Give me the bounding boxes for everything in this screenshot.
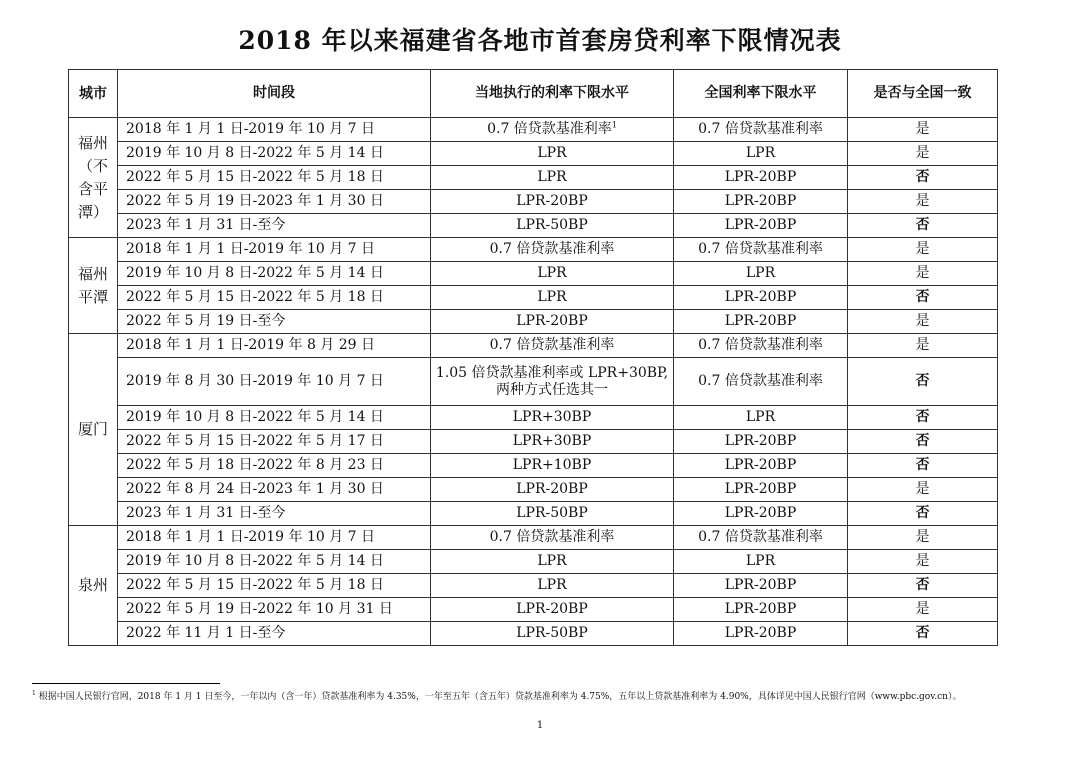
national-rate-cell: LPR-20BP <box>674 310 848 334</box>
national-rate-cell: 0.7 倍贷款基准利率 <box>674 358 848 406</box>
period-cell: 2018 年 1 月 1 日-2019 年 10 月 7 日 <box>118 118 431 142</box>
period-cell: 2019 年 8 月 30 日-2019 年 10 月 7 日 <box>118 358 431 406</box>
local-rate-cell <box>431 454 674 478</box>
period-cell: 2018 年 1 月 1 日-2019 年 8 月 29 日 <box>118 334 431 358</box>
national-rate-cell: LPR-20BP <box>674 166 848 190</box>
city-cell: 福州平潭 <box>69 238 118 334</box>
period-cell: 2022 年 5 月 19 日-至今 <box>118 310 431 334</box>
period-cell: 2019 年 10 月 8 日-2022 年 5 月 14 日 <box>118 262 431 286</box>
national-rate-cell: LPR-20BP <box>674 454 848 478</box>
period-cell: 2018 年 1 月 1 日-2019 年 10 月 7 日 <box>118 238 431 262</box>
national-rate-cell: LPR-20BP <box>674 502 848 526</box>
local-rate-cell <box>431 118 674 142</box>
city-cell: 福州（不含平潭） <box>69 118 118 238</box>
local-rate-text: 0.7 倍贷款基准利率 <box>487 121 612 137</box>
table-row <box>69 118 998 142</box>
local-rate-text: LPR+10BP <box>512 457 592 473</box>
local-rate-text: LPR <box>537 169 567 185</box>
local-rate-cell <box>431 622 674 646</box>
local-rate-cell <box>431 574 674 598</box>
consistency-cell: 是 <box>848 526 998 550</box>
consistency-cell: 否 <box>848 214 998 238</box>
table-row <box>69 238 998 262</box>
consistency-cell: 是 <box>848 118 998 142</box>
local-rate-cell <box>431 166 674 190</box>
national-rate-cell: LPR-20BP <box>674 598 848 622</box>
local-rate-text: 1.05 倍贷款基准利率或 LPR+30BP,两种方式任选其一 <box>435 364 669 398</box>
period-cell: 2018 年 1 月 1 日-2019 年 10 月 7 日 <box>118 526 431 550</box>
consistency-cell: 否 <box>848 502 998 526</box>
table-row <box>69 406 998 430</box>
period-cell: 2019 年 10 月 8 日-2022 年 5 月 14 日 <box>118 142 431 166</box>
period-cell: 2023 年 1 月 31 日-至今 <box>118 502 431 526</box>
local-rate-text: LPR-50BP <box>516 625 588 641</box>
local-rate-cell <box>431 502 674 526</box>
table-row <box>69 622 998 646</box>
local-rate-cell <box>431 358 674 406</box>
table-row <box>69 430 998 454</box>
local-rate-text: LPR-20BP <box>516 601 588 617</box>
period-cell: 2022 年 8 月 24 日-2023 年 1 月 30 日 <box>118 478 431 502</box>
local-rate-text: LPR <box>537 265 567 281</box>
national-rate-cell: LPR-20BP <box>674 430 848 454</box>
national-rate-cell: LPR-20BP <box>674 574 848 598</box>
local-rate-text: LPR-20BP <box>516 481 588 497</box>
period-cell: 2023 年 1 月 31 日-至今 <box>118 214 431 238</box>
local-rate-text: LPR <box>537 577 567 593</box>
local-rate-cell <box>431 310 674 334</box>
consistency-cell: 是 <box>848 598 998 622</box>
national-rate-cell: LPR <box>674 142 848 166</box>
period-cell: 2022 年 5 月 19 日-2022 年 10 月 31 日 <box>118 598 431 622</box>
local-rate-text: 0.7 倍贷款基准利率 <box>489 529 615 545</box>
national-rate-cell: LPR <box>674 550 848 574</box>
period-cell: 2022 年 5 月 15 日-2022 年 5 月 18 日 <box>118 166 431 190</box>
local-rate-text: 0.7 倍贷款基准利率 <box>489 337 615 353</box>
period-cell: 2022 年 5 月 19 日-2023 年 1 月 30 日 <box>118 190 431 214</box>
national-rate-cell: LPR <box>674 262 848 286</box>
local-rate-text: LPR <box>537 145 567 161</box>
table-row <box>69 310 998 334</box>
city-cell: 泉州 <box>69 526 118 646</box>
national-rate-cell: 0.7 倍贷款基准利率 <box>674 526 848 550</box>
local-rate-cell <box>431 238 674 262</box>
header-national-rate: 全国利率下限水平 <box>674 70 848 118</box>
table-row <box>69 334 998 358</box>
page-number: 1 <box>536 720 544 731</box>
city-cell: 厦门 <box>69 334 118 526</box>
consistency-cell: 是 <box>848 478 998 502</box>
table-row <box>69 190 998 214</box>
local-rate-text: LPR-50BP <box>516 217 588 233</box>
table-row <box>69 166 998 190</box>
header-local-rate: 当地执行的利率下限水平 <box>431 70 674 118</box>
consistency-cell: 否 <box>848 454 998 478</box>
period-cell: 2022 年 5 月 18 日-2022 年 8 月 23 日 <box>118 454 431 478</box>
local-rate-cell <box>431 550 674 574</box>
consistency-cell: 是 <box>848 550 998 574</box>
local-rate-cell <box>431 406 674 430</box>
local-rate-cell <box>431 214 674 238</box>
national-rate-cell: LPR-20BP <box>674 286 848 310</box>
national-rate-cell: 0.7 倍贷款基准利率 <box>674 334 848 358</box>
table-row <box>69 262 998 286</box>
table-row <box>69 454 998 478</box>
table-row <box>69 478 998 502</box>
consistency-cell: 否 <box>848 430 998 454</box>
local-rate-text: LPR <box>537 553 567 569</box>
table-row <box>69 526 998 550</box>
period-cell: 2019 年 10 月 8 日-2022 年 5 月 14 日 <box>118 406 431 430</box>
national-rate-cell: LPR-20BP <box>674 214 848 238</box>
local-rate-cell <box>431 526 674 550</box>
page-title: 2018 年以来福建省各地市首套房贷利率下限情况表 <box>238 26 842 55</box>
consistency-cell: 否 <box>848 574 998 598</box>
consistency-cell: 否 <box>848 358 998 406</box>
period-cell: 2022 年 5 月 15 日-2022 年 5 月 18 日 <box>118 574 431 598</box>
local-rate-text: 0.7 倍贷款基准利率 <box>489 241 615 257</box>
table-row <box>69 358 998 406</box>
national-rate-cell: LPR-20BP <box>674 190 848 214</box>
consistency-cell: 是 <box>848 142 998 166</box>
consistency-cell: 否 <box>848 406 998 430</box>
national-rate-cell: 0.7 倍贷款基准利率 <box>674 118 848 142</box>
header-consistent: 是否与全国一致 <box>848 70 998 118</box>
rate-table <box>68 69 998 646</box>
table-header-row <box>69 70 998 118</box>
local-rate-text: LPR-50BP <box>516 505 588 521</box>
table-row <box>69 286 998 310</box>
consistency-cell: 是 <box>848 262 998 286</box>
header-city: 城市 <box>69 70 118 118</box>
period-cell: 2022 年 5 月 15 日-2022 年 5 月 18 日 <box>118 286 431 310</box>
local-rate-text: LPR+30BP <box>512 409 592 425</box>
local-rate-cell <box>431 190 674 214</box>
table-body <box>69 118 998 646</box>
footnote-text: 根据中国人民银行官网，2018 年 1 月 1 日至今，一年以内（含一年）贷款基准利率为 4.35%，一年至五年（含五年）贷款基准利率为 4.75%，五年以上贷款基准利率为 4.90%，具体详见中国人民银行官网（www.pbc.gov.cn）。 <box>38 692 962 702</box>
national-rate-cell: LPR-20BP <box>674 622 848 646</box>
footnote <box>32 688 1042 707</box>
table-row <box>69 502 998 526</box>
local-rate-cell <box>431 142 674 166</box>
table-row <box>69 574 998 598</box>
footnote-marker: 1 <box>32 690 36 697</box>
national-rate-cell: LPR <box>674 406 848 430</box>
local-rate-cell <box>431 478 674 502</box>
table-row <box>69 550 998 574</box>
consistency-cell: 是 <box>848 190 998 214</box>
consistency-cell: 是 <box>848 334 998 358</box>
consistency-cell: 是 <box>848 310 998 334</box>
period-cell: 2022 年 5 月 15 日-2022 年 5 月 17 日 <box>118 430 431 454</box>
local-rate-cell <box>431 334 674 358</box>
period-cell: 2019 年 10 月 8 日-2022 年 5 月 14 日 <box>118 550 431 574</box>
national-rate-cell: LPR-20BP <box>674 478 848 502</box>
period-cell: 2022 年 11 月 1 日-至今 <box>118 622 431 646</box>
local-rate-cell <box>431 262 674 286</box>
consistency-cell: 否 <box>848 166 998 190</box>
local-rate-cell <box>431 430 674 454</box>
table-row <box>69 142 998 166</box>
local-rate-cell <box>431 598 674 622</box>
national-rate-cell: 0.7 倍贷款基准利率 <box>674 238 848 262</box>
local-rate-text: LPR <box>537 289 567 305</box>
footnote-divider <box>32 683 220 684</box>
local-rate-cell <box>431 286 674 310</box>
footnote-ref: 1 <box>611 120 617 130</box>
local-rate-text: LPR-20BP <box>516 193 588 209</box>
consistency-cell: 是 <box>848 238 998 262</box>
local-rate-text: LPR-20BP <box>516 313 588 329</box>
header-period: 时间段 <box>118 70 431 118</box>
table-row <box>69 214 998 238</box>
table-row <box>69 598 998 622</box>
consistency-cell: 否 <box>848 622 998 646</box>
consistency-cell: 否 <box>848 286 998 310</box>
local-rate-text: LPR+30BP <box>512 433 592 449</box>
